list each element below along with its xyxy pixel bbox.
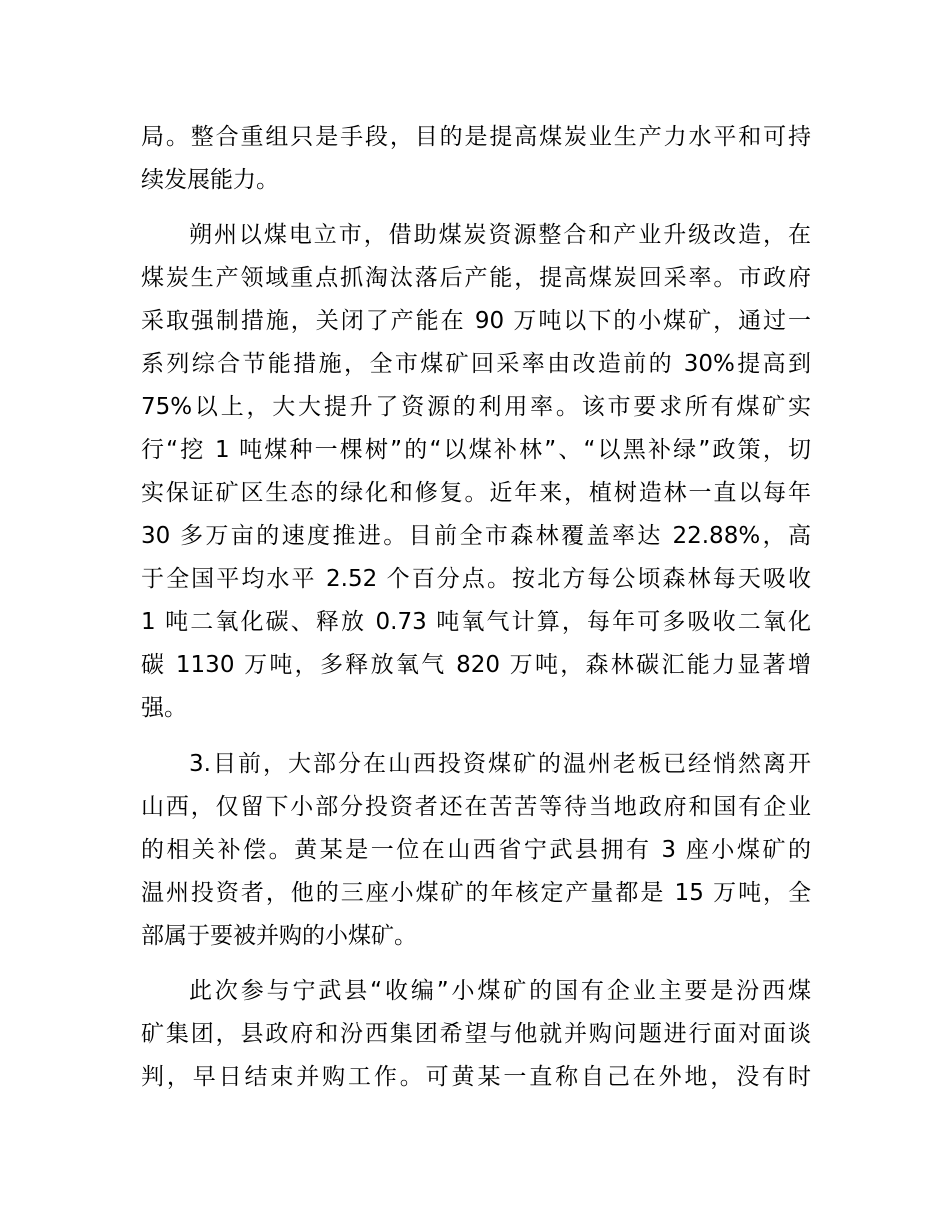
paragraph-line: 温州投资者，他的三座小煤矿的年核定产量都是 15 万吨，全 (141, 880, 811, 906)
paragraph-line: 矿集团，县政府和汾西集团希望与他就并购问题进行面对面谈 (141, 1021, 811, 1047)
paragraph-line: 此次参与宁武县“收编”小煤矿的国有企业主要是汾西煤 (189, 978, 811, 1004)
paragraph-line: 山西，仅留下小部分投资者还在苦苦等待当地政府和国有企业 (141, 794, 811, 820)
paragraph-line: 碳 1130 万吨，多释放氧气 820 万吨，森林碳汇能力显著增 (141, 652, 811, 678)
paragraph-line: 部属于要被并购的小煤矿。 (141, 923, 417, 949)
paragraph-line: 75%以上，大大提升了资源的利用率。该市要求所有煤矿实 (141, 394, 811, 420)
paragraph-line: 采取强制措施，关闭了产能在 90 万吨以下的小煤矿，通过一 (141, 308, 811, 334)
paragraph-line: 系列综合节能措施，全市煤矿回采率由改造前的 30%提高到 (141, 351, 811, 377)
paragraph-line: 行“挖 1 吨煤种一棵树”的“以煤补林”、“以黑补绿”政策，切 (141, 437, 811, 463)
paragraph-line: 煤炭生产领域重点抓淘汰落后产能，提高煤炭回采率。市政府 (141, 265, 811, 291)
paragraph-line: 的相关补偿。黄某是一位在山西省宁武县拥有 3 座小煤矿的 (141, 837, 811, 863)
paragraph-line: 实保证矿区生态的绿化和修复。近年来，植树造林一直以每年 (141, 480, 811, 506)
paragraph-line: 局。整合重组只是手段，目的是提高煤炭业生产力水平和可持 (141, 124, 811, 150)
paragraph-line: 朔州以煤电立市，借助煤炭资源整合和产业升级改造，在 (189, 222, 811, 248)
paragraph-line: 于全国平均水平 2.52 个百分点。按北方每公顷森林每天吸收 (141, 566, 811, 592)
paragraph-line: 强。 (141, 695, 187, 721)
paragraph-line: 1 吨二氧化碳、释放 0.73 吨氧气计算，每年可多吸收二氧化 (141, 609, 811, 635)
paragraph-line: 判，早日结束并购工作。可黄某一直称自己在外地，没有时 (141, 1064, 811, 1090)
paragraph-line: 30 多万亩的速度推进。目前全市森林覆盖率达 22.88%，高 (141, 523, 811, 549)
paragraph-line: 续发展能力。 (141, 167, 279, 193)
paragraph-line: 3.目前，大部分在山西投资煤矿的温州老板已经悄然离开 (189, 751, 811, 777)
